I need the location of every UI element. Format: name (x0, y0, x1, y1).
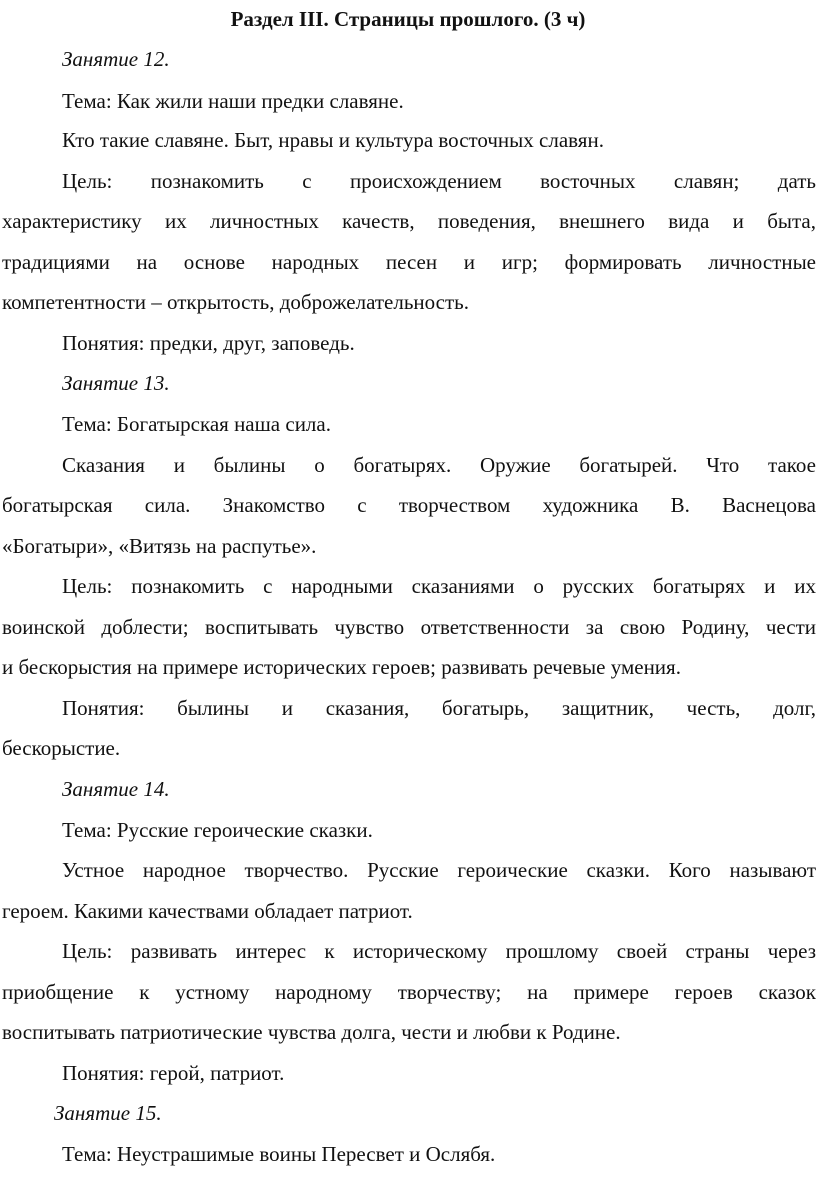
lesson-concepts: Понятия: предки, друг, заповедь. (62, 331, 355, 355)
lesson-description: Устное народное творчество. Русские героические сказки. Кого называют (62, 858, 816, 882)
lesson-topic: Тема: Как жили наши предки славяне. (62, 89, 404, 113)
lesson-title: Занятие 14. (62, 777, 170, 801)
lesson-description-cont: богатырская сила. Знакомство с творчеством художника В. Васнецова (2, 493, 816, 517)
lesson-topic: Тема: Русские героические сказки. (62, 818, 373, 842)
lesson-topic: Тема: Неустрашимые воины Пересвет и Ослябя. (62, 1142, 496, 1166)
lesson-goal: Цель: познакомить с народными сказаниями о русских богатырях и их (62, 574, 816, 598)
lesson-topic: Тема: Богатырская наша сила. (62, 412, 331, 436)
lesson-goal-cont: компетентности – открытость, доброжелательность. (2, 290, 470, 314)
lesson-goal-cont: характеристику их личностных качеств, поведения, внешнего вида и быта, (2, 209, 816, 233)
lesson-title: Занятие 15. (54, 1101, 162, 1125)
lesson-concepts-cont: бескорыстие. (2, 736, 121, 760)
section-heading: Раздел III. Страницы прошлого. (3 ч) (230, 7, 586, 31)
lesson-title: Занятие 13. (62, 371, 170, 395)
lesson-description: Сказания и былины о богатырях. Оружие богатырей. Что такое (62, 453, 816, 477)
lesson-goal-cont: традициями на основе народных песен и игр; формировать личностные (2, 250, 816, 274)
lesson-goal: Цель: развивать интерес к историческому прошлому своей страны через (62, 939, 816, 963)
lesson-title: Занятие 12. (62, 47, 170, 71)
lesson-goal-cont: воинской доблести; воспитывать чувство ответственности за свою Родину, чести (2, 615, 816, 639)
lesson-goal-cont: приобщение к устному народному творчеству; на примере героев сказок (2, 980, 816, 1004)
lesson-concepts: Понятия: былины и сказания, богатырь, защитник, честь, долг, (62, 696, 816, 720)
lesson-description: Кто такие славяне. Быт, нравы и культура восточных славян. (62, 128, 604, 152)
lesson-description-cont: «Богатыри», «Витязь на распутье». (2, 534, 317, 558)
lesson-goal: Цель: познакомить с происхождением восточных славян; дать (62, 169, 816, 193)
lesson-description-cont: героем. Какими качествами обладает патриот. (2, 899, 413, 923)
lesson-goal-cont: и бескорыстия на примере исторических героев; развивать речевые умения. (2, 655, 681, 679)
lesson-concepts: Понятия: герой, патриот. (62, 1061, 285, 1085)
lesson-goal-cont: воспитывать патриотические чувства долга, чести и любви к Родине. (2, 1020, 621, 1044)
